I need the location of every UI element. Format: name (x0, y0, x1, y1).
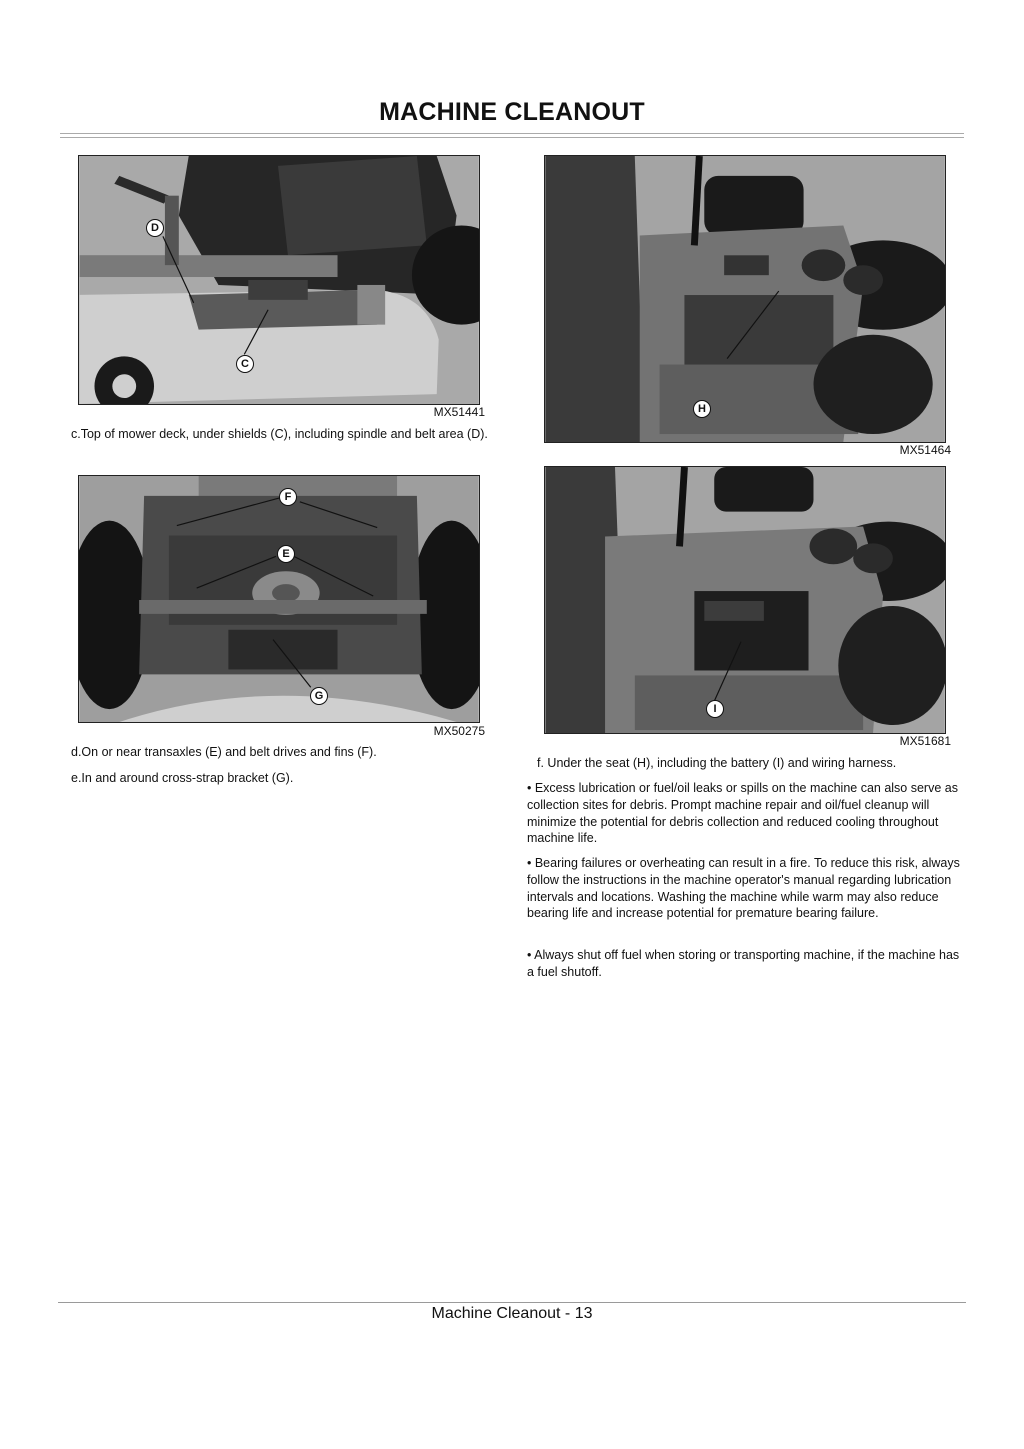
caption-f: f. Under the seat (H), including the battery (I) and wiring harness. (537, 756, 897, 770)
page-title: MACHINE CLEANOUT (379, 98, 645, 126)
caption-e: e.In and around cross-strap bracket (G). (71, 771, 294, 785)
bullet-bearing-failures: • Bearing failures or overheating can result in a fire. To reduce this risk, always follow the instructions in the machine operator's manual regarding lubrication intervals and locations. Washing the machine while warm may also reduce bearing life and increase potential for premature bearing failure. (527, 856, 960, 921)
callout-i: I (706, 700, 724, 718)
title-rule-top (60, 133, 964, 134)
callout-c: C (236, 355, 254, 373)
callout-g: G (310, 687, 328, 705)
figure-battery (544, 466, 946, 734)
bullet-lubrication: • Excess lubrication or fuel/oil leaks or spills on the machine can also serve as collection sites for debris. Prompt machine repair and oil/fuel cleanup will minimize the potential for debris collection and reduced cooling throughout machine life. (527, 781, 958, 846)
page-footer: Machine Cleanout - 13 (431, 1305, 593, 1322)
figure-code-mx51681: MX51681 (899, 734, 951, 748)
footer-rule (58, 1302, 966, 1303)
callout-e: E (277, 545, 295, 563)
figure-mower-deck-illustration (79, 156, 479, 404)
title-rule-bottom (60, 137, 964, 138)
figure-under-seat-illustration (545, 156, 945, 442)
callout-h: H (693, 400, 711, 418)
figure-battery-illustration (545, 467, 945, 733)
figure-code-mx51441: MX51441 (433, 405, 485, 419)
caption-c: c.Top of mower deck, under shields (C), including spindle and belt area (D). (71, 427, 488, 441)
bullet-fuel-shutoff: • Always shut off fuel when storing or transporting machine, if the machine has a fuel shutoff. (527, 948, 960, 979)
figure-transaxles-illustration (79, 476, 479, 722)
figure-code-mx50275: MX50275 (433, 724, 485, 738)
callout-d: D (146, 219, 164, 237)
figure-code-mx51464: MX51464 (899, 443, 951, 457)
figure-transaxles (78, 475, 480, 723)
figure-mower-deck (78, 155, 480, 405)
figure-under-seat (544, 155, 946, 443)
caption-d: d.On or near transaxles (E) and belt drives and fins (F). (71, 745, 377, 759)
callout-f: F (279, 488, 297, 506)
